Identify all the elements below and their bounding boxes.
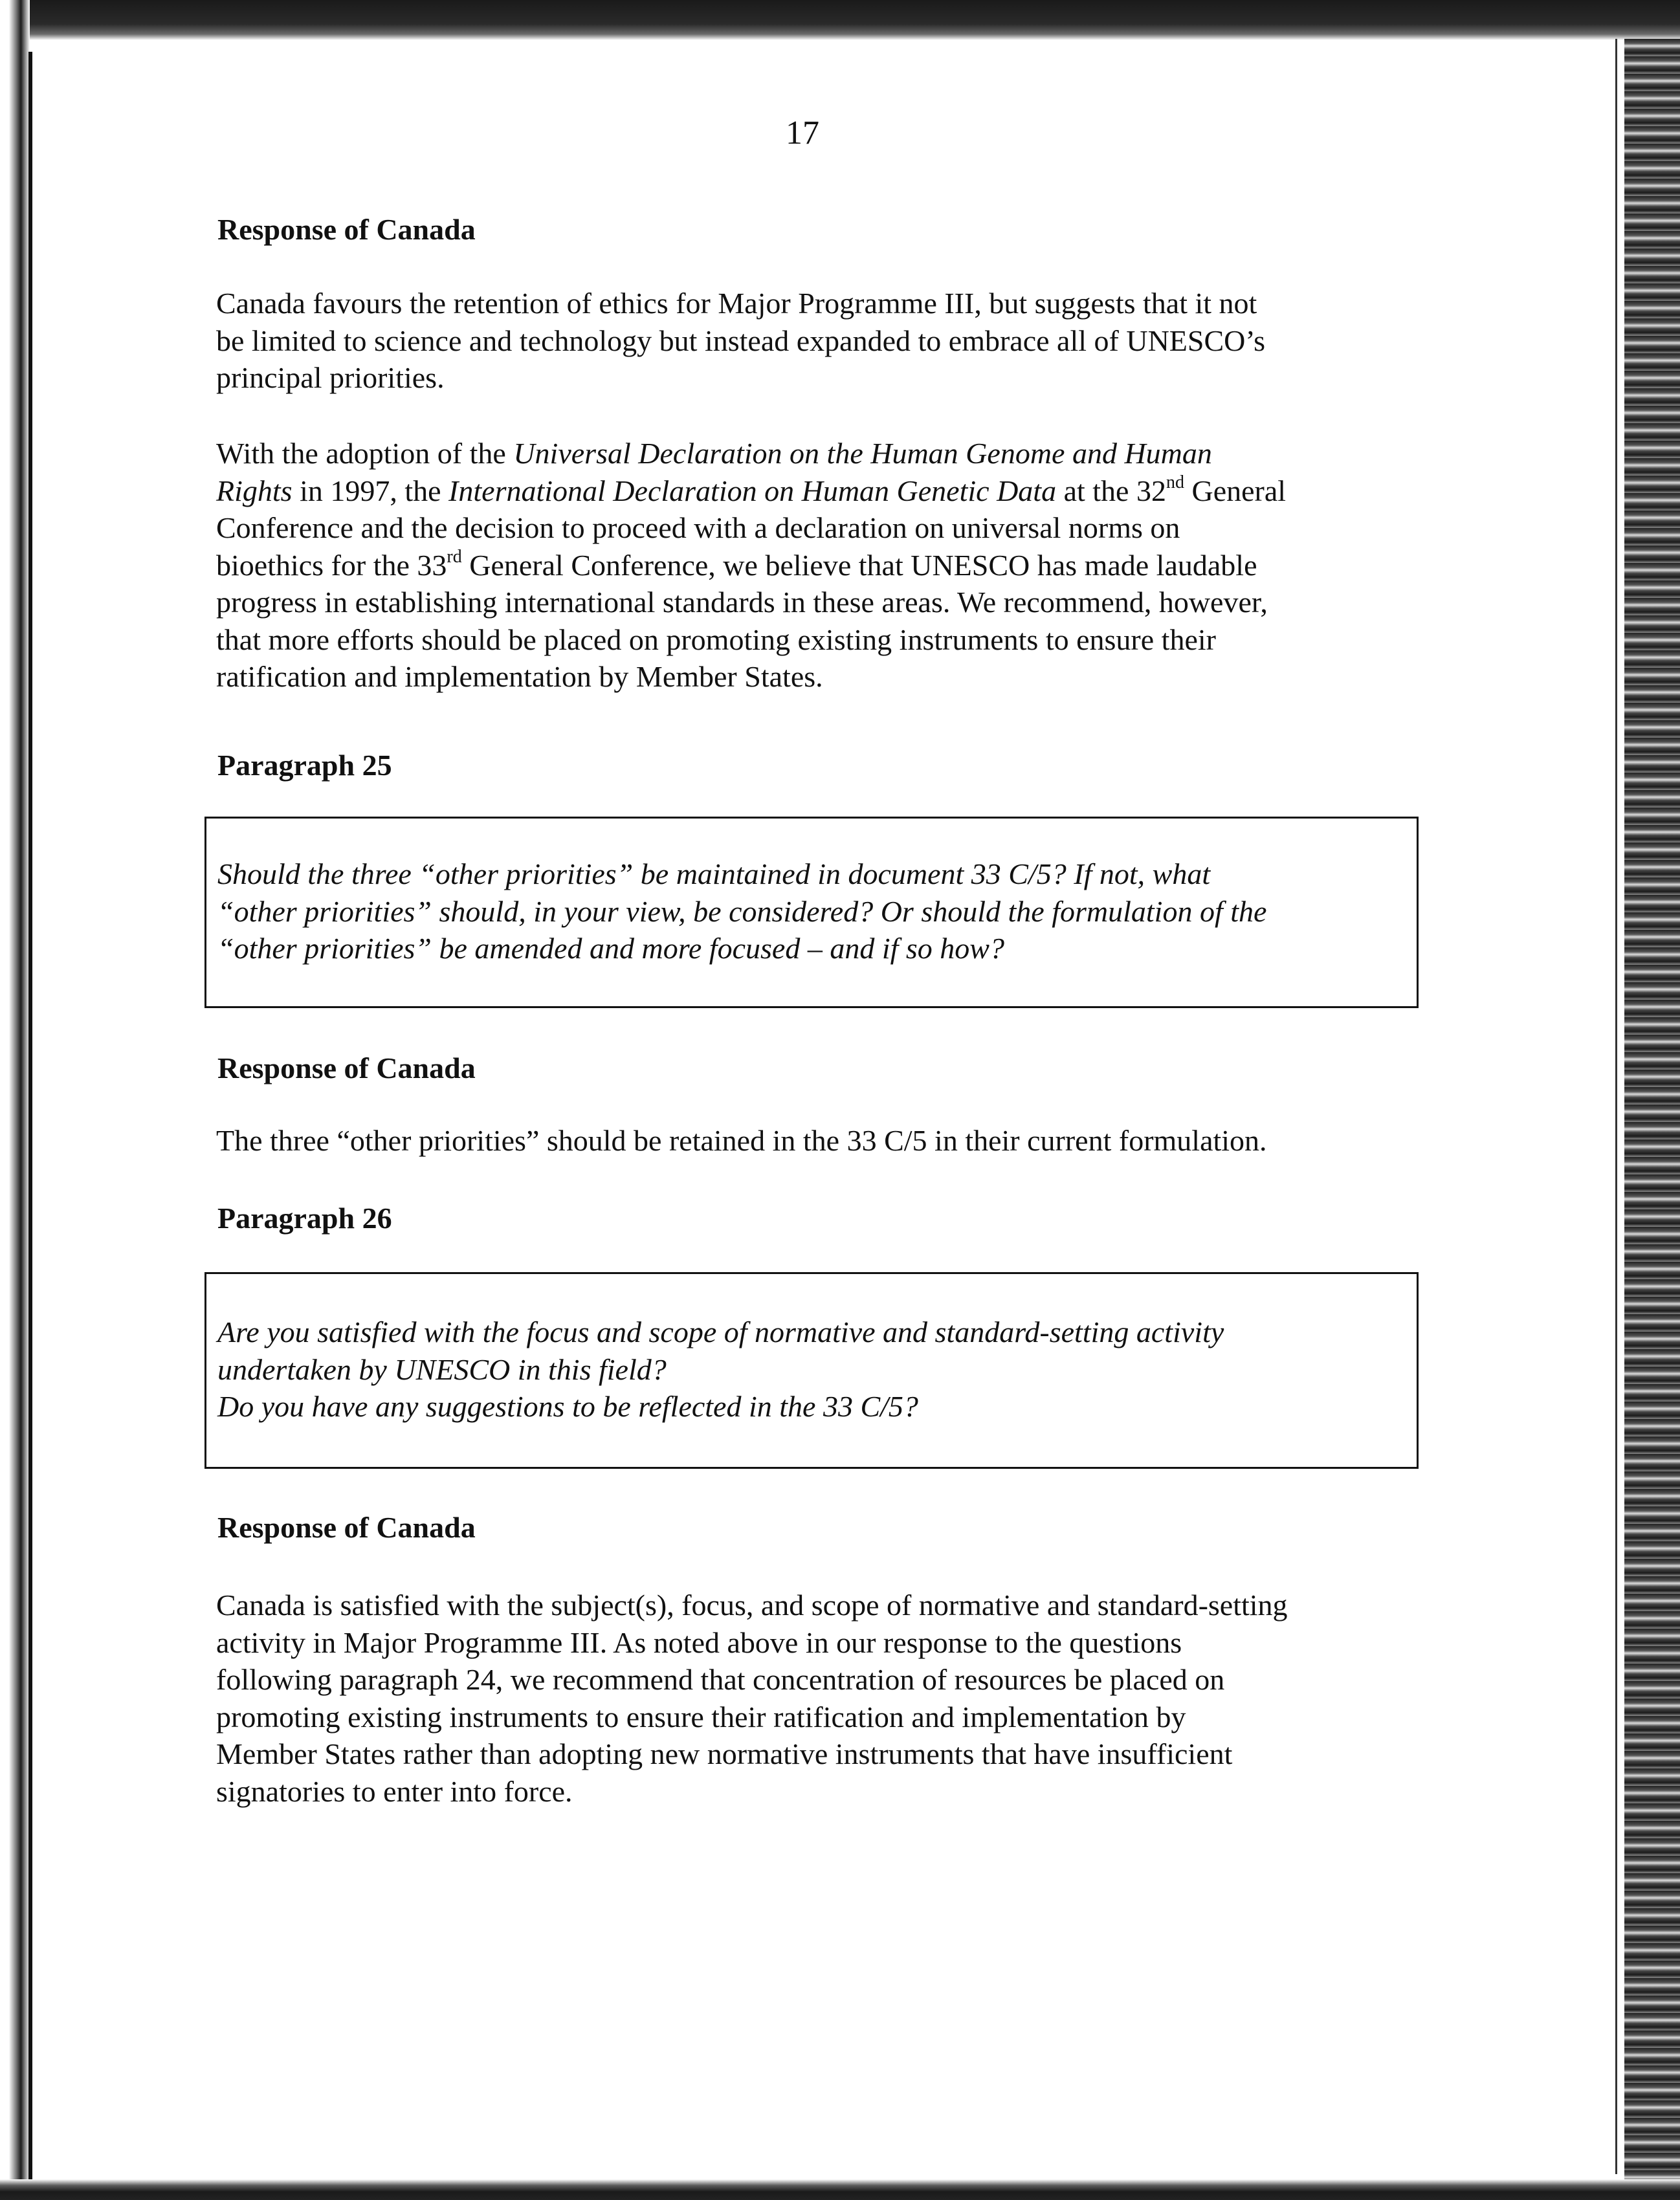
scan-edge-right	[1624, 39, 1680, 2181]
text-line: “other priorities” be amended and more focused – and if so how?	[217, 932, 1004, 965]
text-line: Do you have any suggestions to be reflected in the 33 C/5?	[217, 1390, 918, 1423]
question-text-25	[217, 855, 1402, 967]
response-paragraph-3	[216, 1122, 1446, 1160]
scan-edge-left-line	[28, 52, 32, 2187]
response-paragraph-2	[216, 435, 1446, 696]
scan-edge-top	[0, 0, 1680, 40]
paragraph-26-heading: Paragraph 26	[217, 1202, 392, 1235]
text-line: The three “other priorities” should be retained in the 33 C/5 in their current formulation.	[216, 1124, 1267, 1157]
paragraph-25-heading: Paragraph 25	[217, 749, 392, 782]
response-heading-1: Response of Canada	[217, 213, 476, 246]
scan-edge-bottom	[0, 2179, 1680, 2200]
text-line: Rights in 1997, the International Declaration on Human Genetic Data at the 32nd General	[216, 472, 1287, 507]
text-line: Should the three “other priorities” be maintained in document 33 C/5? If not, what	[217, 857, 1211, 890]
response-paragraph-4	[216, 1587, 1446, 1810]
text-line: principal priorities.	[216, 361, 445, 394]
text-line: Conference and the decision to proceed with a declaration on universal norms on	[216, 511, 1180, 544]
text-line: promoting existing instruments to ensure their ratification and implementation by	[216, 1700, 1186, 1733]
text-line: Canada is satisfied with the subject(s), focus, and scope of normative and standard-setting	[216, 1589, 1288, 1622]
text-line: progress in establishing international standards in these areas. We recommend, however,	[216, 586, 1268, 619]
text-line: Canada favours the retention of ethics for Major Programme III, but suggests that it not	[216, 287, 1257, 320]
text-line: ratification and implementation by Member States.	[216, 660, 823, 693]
text-line: following paragraph 24, we recommend that concentration of resources be placed on	[216, 1663, 1225, 1696]
text-line: signatories to enter into force.	[216, 1774, 573, 1808]
text-line: Are you satisfied with the focus and scope of normative and standard-setting activity	[217, 1315, 1224, 1348]
response-heading-2: Response of Canada	[217, 1051, 476, 1084]
question-text-26	[217, 1314, 1402, 1425]
text-line: With the adoption of the Universal Declaration on the Human Genome and Human	[216, 437, 1212, 470]
text-line: bioethics for the 33rd General Conference, we believe that UNESCO has made laudable	[216, 546, 1257, 582]
scan-edge-right-line	[1615, 39, 1617, 2174]
text-line: “other priorities” should, in your view, be considered? Or should the formulation of the	[217, 894, 1267, 928]
response-heading-3: Response of Canada	[217, 1511, 476, 1544]
text-line: be limited to science and technology but instead expanded to embrace all of UNESCO’s	[216, 324, 1266, 357]
scan-edge-left	[0, 0, 30, 2200]
declaration-title-italic: Universal Declaration on the Human Genome and Human	[513, 437, 1212, 470]
page-number: 17	[786, 115, 819, 151]
text-line: undertaken by UNESCO in this field?	[217, 1352, 667, 1386]
declaration-title-italic: International Declaration on Human Genetic Data	[448, 474, 1057, 507]
text-line: activity in Major Programme III. As noted above in our response to the questions	[216, 1625, 1182, 1659]
text-line: that more efforts should be placed on promoting existing instruments to ensure their	[216, 622, 1216, 656]
response-paragraph-1	[216, 285, 1446, 397]
text-line: Member States rather than adopting new normative instruments that have insufficient	[216, 1737, 1233, 1770]
